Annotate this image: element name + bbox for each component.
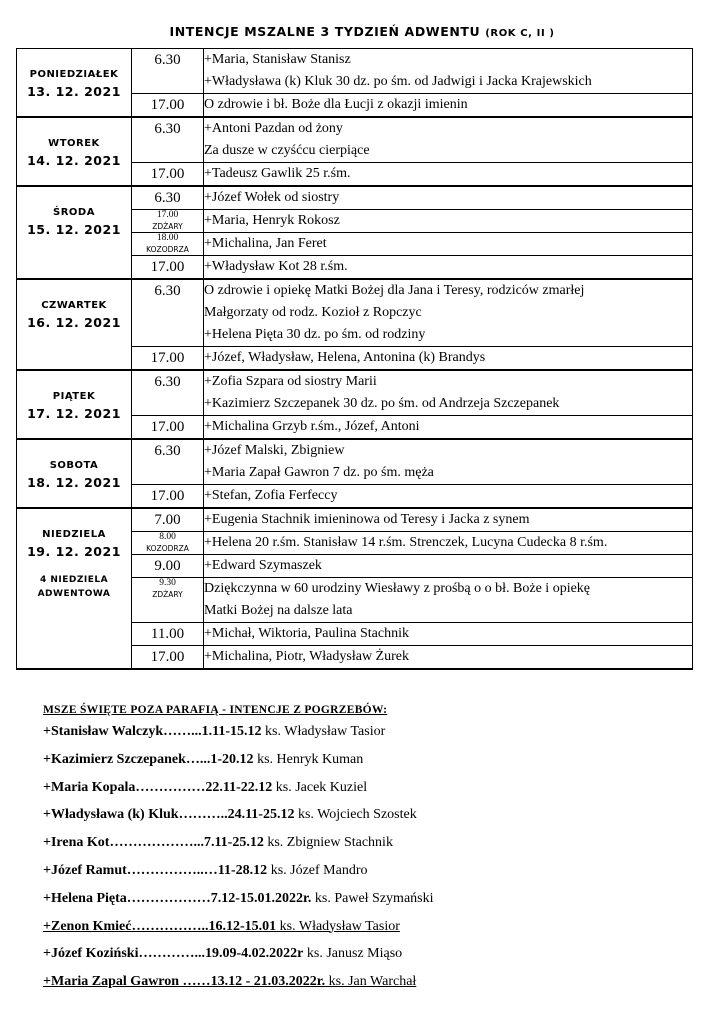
mass-time: 6.30 xyxy=(154,374,181,390)
intention-text: +Michalina Grzyb r.śm., Józef, Antoni xyxy=(204,419,420,434)
mass-time-cell xyxy=(132,623,204,646)
title-suffix: (ROK C, II ) xyxy=(485,28,555,39)
funeral-intention-name: +Józef Koziński…………... xyxy=(43,946,205,962)
funeral-intention-dates: 13.12 - 21.03.2022r. xyxy=(210,974,326,990)
funeral-intention-item xyxy=(43,829,703,857)
day-note xyxy=(17,573,131,601)
intention-text: Matki Bożej na dalsze lata xyxy=(204,603,353,618)
funeral-intention-priest: ks. Henryk Kuman xyxy=(253,751,364,767)
day-cell xyxy=(17,508,132,669)
day-name: NIEDZIELA xyxy=(42,529,106,540)
funeral-intention-priest: ks. Janusz Miąso xyxy=(303,946,403,962)
intention-text: Małgorzaty od rodz. Kozioł z Ropczyc xyxy=(204,305,422,320)
intention-text: +Tadeusz Gawlik 25 r.śm. xyxy=(204,166,351,181)
funeral-intention-name: +Irena Kot………………... xyxy=(43,835,204,851)
funeral-intention-name: +Stanisław Walczyk……... xyxy=(43,724,202,739)
mass-time: 6.30 xyxy=(154,190,181,206)
mass-location: KOZODRZA xyxy=(146,544,189,553)
funeral-intention-dates: 1.11-15.12 xyxy=(201,724,262,739)
intention-text: +Maria, Henryk Rokosz xyxy=(204,213,340,228)
funeral-intention-priest: ks. Władysław Tasior xyxy=(261,724,386,739)
intention-cell xyxy=(204,646,693,670)
intention-cell xyxy=(204,439,693,485)
mass-time-cell xyxy=(132,256,204,280)
day-cell xyxy=(17,370,132,439)
mass-time: 17.00 xyxy=(156,210,179,220)
mass-time-cell xyxy=(132,370,204,416)
intention-cell xyxy=(204,186,693,210)
mass-time: 17.00 xyxy=(150,259,185,275)
funeral-intention-dates: 7.12-15.01.2022r. xyxy=(210,890,312,906)
intention-text: +Władysław Kot 28 r.śm. xyxy=(204,259,348,274)
funeral-intention-dates: 11-28.12 xyxy=(217,862,268,878)
funeral-intention-name: +Helena Pięta……………… xyxy=(43,890,211,906)
intention-text: +Stefan, Zofia Ferfeccy xyxy=(204,488,338,503)
mass-time-cell xyxy=(132,49,204,94)
mass-time-cell xyxy=(132,532,204,555)
intention-cell xyxy=(204,49,693,94)
mass-time: 9.30 xyxy=(159,578,176,588)
intention-cell xyxy=(204,578,693,623)
intention-cell xyxy=(204,163,693,187)
mass-time: 6.30 xyxy=(154,283,181,299)
day-date: 16. 12. 2021 xyxy=(27,315,121,330)
day-cell xyxy=(17,49,132,118)
mass-time-cell xyxy=(132,279,204,347)
schedule-table xyxy=(16,48,693,670)
funeral-intention-priest: ks. Władysław Tasior xyxy=(276,918,400,934)
funeral-intention-dates: 22.11-22.12 xyxy=(205,779,273,795)
mass-row xyxy=(17,370,693,416)
intention-cell xyxy=(204,370,693,416)
intention-cell xyxy=(204,233,693,256)
funeral-intention-item xyxy=(43,857,703,885)
intention-cell xyxy=(204,623,693,646)
intention-text: O zdrowie i opiekę Matki Bożej dla Jana i Teresy, rodziców zmarłej xyxy=(204,283,585,298)
day-cell xyxy=(17,186,132,279)
funeral-intention-dates: 24.11-25.12 xyxy=(227,807,295,823)
intention-cell xyxy=(204,94,693,118)
funeral-intention-priest: ks. Józef Mandro xyxy=(267,862,368,878)
day-date: 17. 12. 2021 xyxy=(27,406,121,421)
intention-cell xyxy=(204,532,693,555)
day-date: 19. 12. 2021 xyxy=(27,544,121,559)
mass-time-cell xyxy=(132,439,204,485)
intention-text: +Michalina, Piotr, Władysław Żurek xyxy=(204,649,409,664)
mass-time: 6.30 xyxy=(154,52,181,68)
funeral-intention-item xyxy=(43,968,703,996)
mass-location: ZDŻARY xyxy=(152,590,183,599)
intention-cell xyxy=(204,485,693,509)
day-date: 15. 12. 2021 xyxy=(27,222,121,237)
intention-cell xyxy=(204,117,693,163)
funeral-intention-priest: ks. Jacek Kuziel xyxy=(272,779,368,795)
funeral-intention-item xyxy=(43,801,703,829)
day-name: WTOREK xyxy=(48,138,100,149)
intention-text: +Józef Wołek od siostry xyxy=(204,190,340,205)
outside-title: MSZE ŚWIĘTE POZA PARAFIĄ - INTENCJE Z POGRZEBÓW: xyxy=(43,704,388,716)
schedule-body xyxy=(17,49,693,670)
mass-row xyxy=(17,508,693,532)
mass-time-cell xyxy=(132,94,204,118)
day-cell xyxy=(17,117,132,186)
intention-cell xyxy=(204,416,693,440)
mass-row xyxy=(17,186,693,210)
funeral-intention-priest: ks. Zbigniew Stachnik xyxy=(263,835,393,851)
funeral-intention-dates: 16.12-15.01 xyxy=(208,918,277,934)
funeral-intention-item xyxy=(43,913,703,941)
intention-text: +Maria, Stanisław Stanisz xyxy=(204,52,351,67)
day-cell xyxy=(17,279,132,370)
mass-time-cell xyxy=(132,186,204,210)
day-date: 13. 12. 2021 xyxy=(27,84,121,99)
mass-time: 8.00 xyxy=(159,532,176,542)
intention-text: +Michalina, Jan Feret xyxy=(204,236,327,251)
intention-text: Dziękczynna w 60 urodziny Wiesławy z prośbą o o bł. Boże i opiekę xyxy=(204,581,591,596)
funeral-intention-name: +Władysława (k) Kluk……….. xyxy=(43,807,228,823)
mass-time-cell xyxy=(132,508,204,532)
funeral-intention-priest: ks. Jan Warchał xyxy=(325,974,417,990)
intention-text: O zdrowie i bł. Boże dla Łucji z okazji imienin xyxy=(204,97,468,112)
day-cell xyxy=(17,439,132,508)
mass-location: ZDŻARY xyxy=(152,222,183,231)
intention-text: +Józef Malski, Zbigniew xyxy=(204,443,345,458)
mass-time: 17.00 xyxy=(150,166,185,182)
intention-text: +Józef, Władysław, Helena, Antonina (k) Brandys xyxy=(204,350,486,365)
funeral-intention-dates: 1-20.12 xyxy=(210,751,254,767)
mass-time: 9.00 xyxy=(154,558,181,574)
funeral-intention-dates: 19.09-4.02.2022r xyxy=(204,946,304,962)
intention-text: +Michał, Wiktoria, Paulina Stachnik xyxy=(204,626,409,641)
mass-row xyxy=(17,117,693,163)
mass-location: KOZODRZA xyxy=(146,245,189,254)
mass-row xyxy=(17,439,693,485)
funeral-intention-name: +Maria Zapal Gawron …… xyxy=(43,974,211,990)
funeral-intention-name: +Maria Kopala…………… xyxy=(43,779,206,795)
outside-parish-section xyxy=(43,704,703,996)
day-date: 14. 12. 2021 xyxy=(27,153,121,168)
intention-text: Za dusze w czyśćcu cierpiące xyxy=(204,143,370,158)
funeral-intention-item xyxy=(43,885,703,913)
mass-time: 17.00 xyxy=(150,97,185,113)
mass-time: 11.00 xyxy=(150,626,185,642)
page-title xyxy=(0,24,724,39)
mass-time-cell xyxy=(132,485,204,509)
intention-text: +Zofia Szpara od siostry Marii xyxy=(204,374,377,389)
mass-time-cell xyxy=(132,347,204,371)
mass-time-cell xyxy=(132,578,204,623)
mass-time: 17.00 xyxy=(150,350,185,366)
mass-time: 6.30 xyxy=(154,121,181,137)
intention-cell xyxy=(204,555,693,578)
funeral-intention-priest: ks. Paweł Szymański xyxy=(311,890,434,906)
day-name: PONIEDZIAŁEK xyxy=(29,69,119,80)
intention-cell xyxy=(204,256,693,280)
outside-list xyxy=(43,718,703,996)
day-date: 18. 12. 2021 xyxy=(27,475,121,490)
day-name: PIĄTEK xyxy=(52,391,96,402)
intention-cell xyxy=(204,508,693,532)
intention-text: +Maria Zapał Gawron 7 dz. po śm. męża xyxy=(204,465,434,480)
funeral-intention-item xyxy=(43,940,703,968)
day-note-line: 4 NIEDZIELA xyxy=(39,575,109,585)
intention-text: +Kazimierz Szczepanek 30 dz. po śm. od Andrzeja Szczepanek xyxy=(204,396,560,411)
mass-time-cell xyxy=(132,555,204,578)
day-name: SOBOTA xyxy=(49,460,99,471)
mass-row xyxy=(17,279,693,347)
mass-time-cell xyxy=(132,646,204,670)
day-name: ŚRODA xyxy=(53,207,95,218)
mass-time: 17.00 xyxy=(150,649,185,665)
mass-time-cell xyxy=(132,210,204,233)
mass-time-cell xyxy=(132,117,204,163)
funeral-intention-name: +Kazimierz Szczepanek…... xyxy=(43,751,211,767)
mass-time-cell xyxy=(132,163,204,187)
funeral-intention-priest: ks. Wojciech Szostek xyxy=(294,807,417,823)
funeral-intention-name: +Józef Ramut……………..… xyxy=(43,862,218,878)
intention-cell xyxy=(204,210,693,233)
mass-time: 18.00 xyxy=(156,233,179,243)
intention-text: +Władysława (k) Kluk 30 dz. po śm. od Jadwigi i Jacka Krajewskich xyxy=(204,74,592,89)
mass-time-cell xyxy=(132,233,204,256)
mass-time: 7.00 xyxy=(154,512,181,528)
day-note-line: ADWENTOWA xyxy=(37,589,111,599)
funeral-intention-item xyxy=(43,718,703,746)
intention-cell xyxy=(204,347,693,371)
funeral-intention-item xyxy=(43,746,703,774)
mass-time-cell xyxy=(132,416,204,440)
funeral-intention-dates: 7.11-25.12 xyxy=(203,835,264,851)
intention-cell xyxy=(204,279,693,347)
mass-time: 17.00 xyxy=(150,419,185,435)
mass-time: 6.30 xyxy=(154,443,181,459)
intention-text: +Eugenia Stachnik imieninowa od Teresy i Jacka z synem xyxy=(204,512,530,527)
title-main: INTENCJE MSZALNE 3 TYDZIEŃ ADWENTU xyxy=(169,24,481,39)
funeral-intention-item xyxy=(43,774,703,802)
mass-row xyxy=(17,49,693,94)
intention-text: +Helena 20 r.śm. Stanisław 14 r.śm. Strenczek, Lucyna Cudecka 8 r.śm. xyxy=(204,535,608,550)
intention-text: +Antoni Pazdan od żony xyxy=(204,121,343,136)
day-name: CZWARTEK xyxy=(41,300,107,311)
funeral-intention-name: +Zenon Kmieć…………….. xyxy=(43,918,209,934)
intention-text: +Edward Szymaszek xyxy=(204,558,322,573)
intention-text: +Helena Pięta 30 dz. po śm. od rodziny xyxy=(204,327,426,342)
mass-time: 17.00 xyxy=(150,488,185,504)
